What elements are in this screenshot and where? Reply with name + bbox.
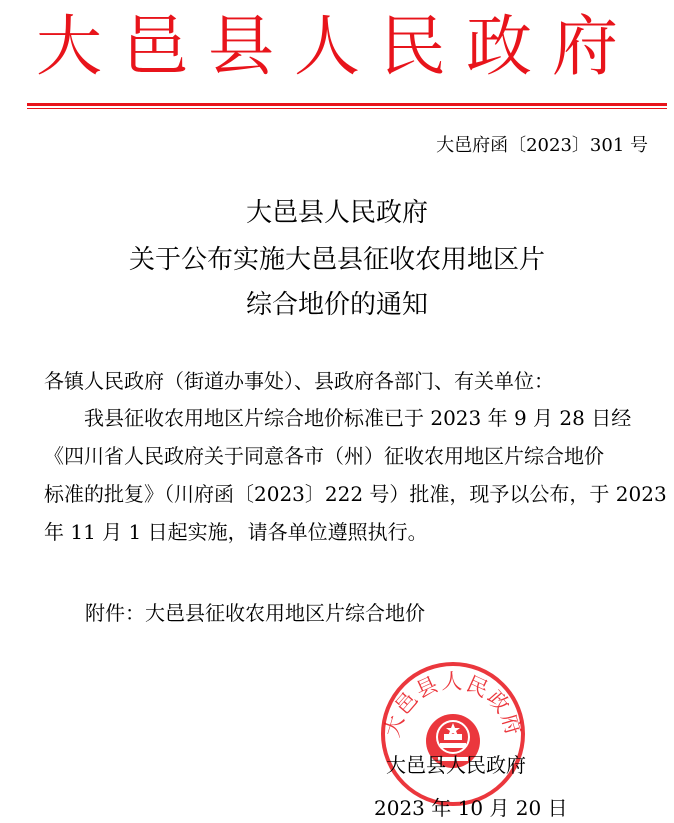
- body-line: 我县征收农用地区片综合地价标准已于 2023 年 9 月 28 日经: [84, 406, 632, 430]
- title-line-2: 关于公布实施大邑县征收农用地区片: [128, 245, 545, 275]
- seal-text: 大邑县人民政府: [380, 669, 526, 740]
- attachment-line: 附件：大邑县征收农用地区片综合地价: [85, 601, 425, 625]
- signature-date: 2023 年 10 月 20 日: [374, 796, 568, 820]
- title-line-1: 大邑县人民政府: [245, 198, 428, 228]
- signature-organization: 大邑县人民政府: [386, 753, 526, 777]
- body-line: 《四川省人民政府关于同意各市（州）征收农用地区片综合地价: [44, 444, 604, 468]
- masthead-rule-thick: [27, 103, 667, 106]
- official-seal: [380, 661, 526, 807]
- body-line: 年 11 月 1 日起实施，请各单位遵照执行。: [44, 520, 428, 544]
- title-line-3: 综合地价的通知: [245, 290, 428, 320]
- masthead: 大邑县人民政府: [36, 8, 638, 85]
- document-number: 大邑府函〔2023〕301 号: [436, 135, 648, 156]
- addressee: 各镇人民政府（街道办事处）、县政府各部门、有关单位：: [44, 369, 554, 393]
- masthead-rule-thin: [27, 108, 667, 109]
- body-line: 标准的批复》（川府函〔2023〕222 号）批准，现予以公布，于 2023: [44, 482, 667, 506]
